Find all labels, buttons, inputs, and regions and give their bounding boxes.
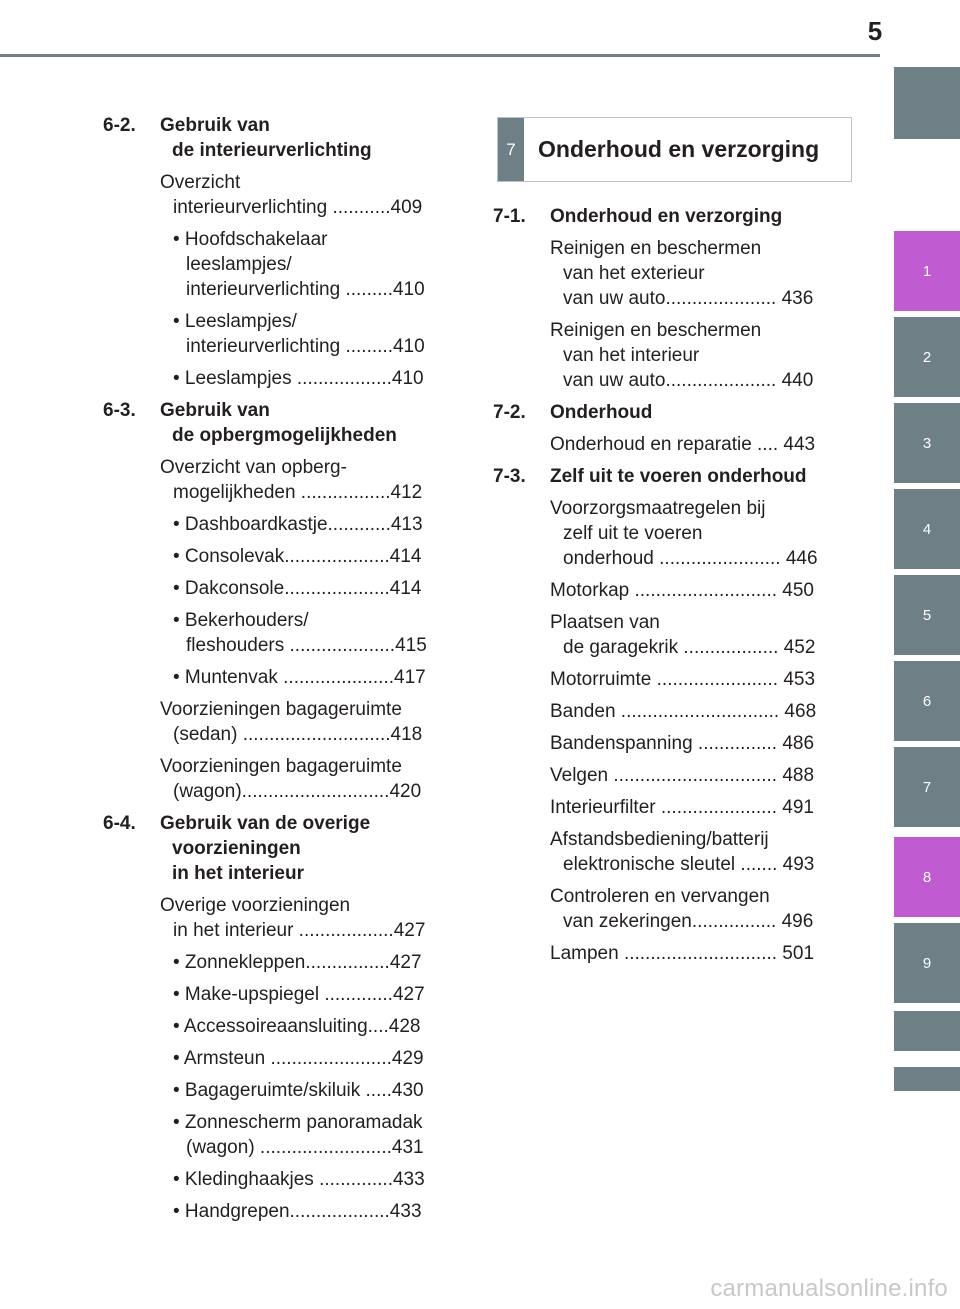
tab-chapter-1[interactable]: 1 (894, 231, 960, 311)
toc-entry[interactable]: Onderhoud en reparatie .... 443 (550, 434, 816, 455)
toc-subentry[interactable]: • Zonnescherm panoramadak (wagon) .........................431 (173, 1112, 424, 1158)
section-title: Gebruik van de interieurverlichting (160, 115, 372, 161)
toc-subentry[interactable]: • Leeslampjes ..................410 (173, 368, 424, 389)
toc-entry[interactable]: Plaatsen van de garagekrik .................. 452 (550, 612, 816, 658)
tab-blank[interactable] (894, 1067, 960, 1091)
toc-subentry[interactable]: • Armsteun .......................429 (173, 1048, 424, 1069)
toc-entry[interactable]: Banden .............................. 468 (550, 701, 817, 722)
toc-subentry[interactable]: • Handgrepen...................433 (173, 1201, 422, 1222)
toc-subentry[interactable]: • Bekerhouders/ fleshouders ....................415 (173, 610, 427, 656)
chapter-heading (497, 117, 852, 182)
toc-entry[interactable]: Reinigen en beschermen van het exterieur van uw auto..................... 436 (550, 238, 814, 309)
watermark: carmanualsonline.info (710, 1275, 948, 1302)
toc-subentry[interactable]: • Muntenvak .....................417 (173, 667, 426, 688)
tab-chapter-5[interactable]: 5 (894, 575, 960, 655)
tab-chapter-7[interactable]: 7 (894, 747, 960, 827)
toc-entry[interactable]: Voorzieningen bagageruimte (wagon)............................420 (160, 756, 422, 802)
toc-entry[interactable]: Overige voorzieningen in het interieur ..................427 (160, 895, 426, 941)
toc-left-column (103, 113, 453, 1231)
section-title: Onderhoud en verzorging (550, 206, 783, 227)
tab-chapter-4[interactable]: 4 (894, 489, 960, 569)
tab-chapter-6[interactable]: 6 (894, 661, 960, 741)
toc-entry[interactable]: Voorzorgsmaatregelen bij zelf uit te voeren onderhoud ....................... 446 (550, 498, 818, 569)
toc-subentry[interactable]: • Make-upspiegel .............427 (173, 984, 425, 1005)
page-number: 5 (867, 16, 883, 46)
toc-entry[interactable]: Motorkap ........................... 450 (550, 580, 814, 601)
toc-right-column (493, 204, 843, 973)
toc-entry[interactable]: Bandenspanning ............... 486 (550, 733, 815, 754)
section-title: Zelf uit te voeren onderhoud (550, 466, 807, 487)
section-heading (103, 398, 453, 448)
toc-subentry[interactable]: • Dakconsole....................414 (173, 578, 422, 599)
chapter-title: Onderhoud en verzorging (538, 136, 820, 162)
tab-chapter-2[interactable]: 2 (894, 317, 960, 397)
toc-subentry[interactable]: • Accessoireaansluiting....428 (173, 1016, 421, 1037)
toc-subentry[interactable]: • Hoofdschakelaar leeslampjes/ interieurverlichting .........410 (173, 229, 425, 300)
toc-entry[interactable]: Velgen ............................... 488 (550, 765, 815, 786)
header-rule (0, 54, 880, 57)
toc-entry[interactable]: Motorruimte ....................... 453 (550, 669, 816, 690)
toc-subentry[interactable]: • Dashboardkastje............413 (173, 514, 423, 535)
section-heading (103, 113, 453, 163)
toc-subentry[interactable]: • Zonnekleppen................427 (173, 952, 422, 973)
section-heading (493, 400, 843, 425)
toc-subentry[interactable]: • Kledinghaakjes ..............433 (173, 1169, 425, 1190)
section-number: 6-2. (103, 115, 136, 136)
toc-entry[interactable]: Overzicht interieurverlichting ...........409 (160, 172, 423, 218)
section-number: 6-4. (103, 813, 136, 834)
section-title: Onderhoud (550, 402, 653, 423)
tab-blank[interactable] (894, 67, 960, 139)
section-number: 7-1. (493, 206, 526, 227)
section-heading (103, 811, 453, 886)
toc-entry[interactable]: Controleren en vervangen van zekeringen................ 496 (550, 886, 814, 932)
toc-entry[interactable]: Afstandsbediening/batterij elektronische sleutel ....... 493 (550, 829, 815, 875)
section-title: Gebruik van de opbergmogelijkheden (160, 400, 397, 446)
section-number: 6-3. (103, 400, 136, 421)
section-number: 7-2. (493, 402, 526, 423)
section-heading (493, 204, 843, 229)
section-heading (493, 464, 843, 489)
section-title: Gebruik van de overige voorzieningen in het interieur (160, 813, 371, 884)
tab-chapter-9[interactable]: 9 (894, 923, 960, 1003)
toc-entry[interactable]: Reinigen en beschermen van het interieur van uw auto..................... 440 (550, 320, 814, 391)
toc-entry[interactable]: Voorzieningen bagageruimte (sedan) ............................418 (160, 699, 423, 745)
toc-entry[interactable]: Lampen ............................. 501 (550, 943, 815, 964)
chapter-number: 7 (498, 118, 524, 181)
toc-subentry[interactable]: • Bagageruimte/skiluik .....430 (173, 1080, 424, 1101)
toc-subentry[interactable]: • Leeslampjes/ interieurverlichting .........410 (173, 311, 425, 357)
tab-chapter-3[interactable]: 3 (894, 403, 960, 483)
toc-entry[interactable]: Interieurfilter ...................... 491 (550, 797, 814, 818)
tab-blank[interactable] (894, 1011, 960, 1051)
tab-chapter-8[interactable]: 8 (894, 837, 960, 917)
toc-entry[interactable]: Overzicht van opberg- mogelijkheden .................412 (160, 457, 423, 503)
toc-subentry[interactable]: • Consolevak....................414 (173, 546, 422, 567)
section-number: 7-3. (493, 466, 526, 487)
